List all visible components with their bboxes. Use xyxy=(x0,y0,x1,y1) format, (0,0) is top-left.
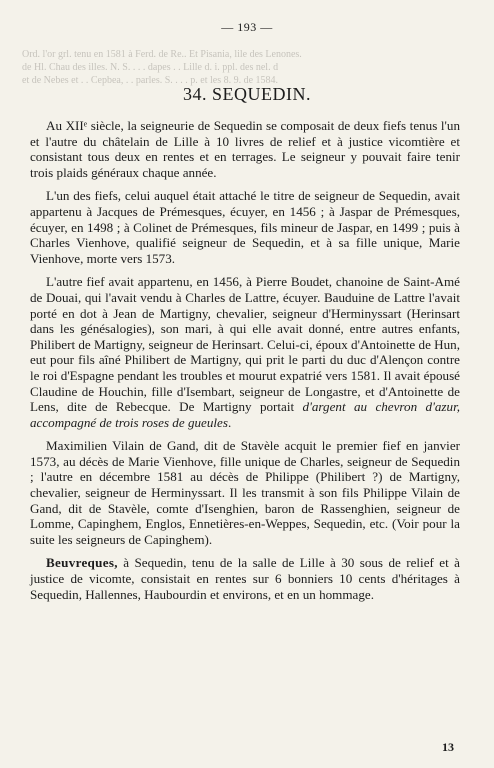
fief-name: Beuvreques, xyxy=(46,555,118,571)
paragraph-text: L'autre fief avait appartenu, en 1456, à Pierre Boudet, chanoine de Saint-Amé de Douai, qui l'avait vendu à Charles de Lattre, écuyer. Bauduine de Lattre l'avait porté en dot à Jean de Martigny, chevalier, seigneur d'Herminyssart (Herinsart dans les génésalogies), son mari, à qui elle avait donné, entre autres enfants, Philibert de Martigny, seigneur de Herinsart. Celui-ci, époux d'Antoinette de Hun, eut pour fils aîné Philibert de Martigny, qui prit le parti du duc d'Alençon contre le roi d'Espagne pendant les troubles et mourut expatrié vers 1581. Il avait épousé Claudine de Houchin, fille d'Isembart, seigneur de Longastre, et d'Antoinette de Lens, dite de Rebecque. De Martigny portait xyxy=(30,274,460,415)
heraldic-blazon: d'argent au chevron d'azur, accompagné de trois roses de gueules xyxy=(30,399,460,430)
bleed-line: de Hl. Chau des illes. N. S. . . . dapes . . Lille d. i. ppl. des nel. d xyxy=(22,62,279,73)
bleed-line: et de Nebes et . . Cepbea, . . parles. S. . . . p. et les 8. 9. de 1584. xyxy=(22,75,279,86)
bleed-through-text xyxy=(22,48,472,87)
paragraph-intro: Au XIIᵉ siècle, la seigneurie de Sequedin se composait de deux fiefs tenus l'un et l'autre du châtelain de Lille à 10 livres de relief et à justice vicomtière et consistant tous deux en rentes et en terrages. Le seigneur y pouvait faire tenir trois plaids généraux chaque année. xyxy=(30,118,460,180)
signature-mark: 13 xyxy=(442,740,454,754)
paragraph-second-fief xyxy=(30,274,460,430)
paragraph-first-fief: L'un des fiefs, celui auquel était attaché le titre de seigneur de Sequedin, avait appartenu à Jacques de Prémesques, écuyer, en 1456 ; à Jaspar de Prémesques, écuyer, en 1498 ; à Colinet de Prémesques, fils mineur de Jaspar, en 1499 ; puis à Charles Vienhove, qualifié seigneur de Sequedin, et à sa fille unique, Marie Vienhove, morte vers 1573. xyxy=(30,188,460,266)
paragraph-text-end: . xyxy=(227,414,232,430)
page-number: — 193 — xyxy=(221,20,273,34)
paragraph-text: à Sequedin, tenu de la salle de Lille à 30 sous de relief et à justice de vicomte, consistait en rentes sur 6 bonniers 10 cents d'héritages à Sequedin, Hallennes, Haubourdin et environs, et en un hommage. xyxy=(30,555,460,602)
body-text xyxy=(30,118,460,602)
paragraph-acquisition: Maximilien Vilain de Gand, dit de Stavèle acquit le premier fief en janvier 1573, au décès de Marie Vienhove, fille unique de Charles, seigneur de Sequedin ; l'autre en décembre 1581 au décès de Philippe (Philibert ?) de Martigny, chevalier, seigneur de Herminyssart. Il les transmit à son fils Philippe Vilain de Gand, dit de Stavèle, comte d'Isenghien, baron de Rassenghien, seigneur de Lomme, Capinghem, Englos, Ennetières-en-Weppes, Sequedin, etc. (Voir pour la suite les seigneurs de Capinghem). xyxy=(30,438,460,547)
paragraph-beuvreques xyxy=(30,555,460,602)
bleed-line: Ord. l'or grl. tenu en 1581 à Ferd. de Re.. Et Pisania, lile des Lenones. xyxy=(22,49,302,60)
section-title: 34. SEQUEDIN. xyxy=(183,84,311,104)
